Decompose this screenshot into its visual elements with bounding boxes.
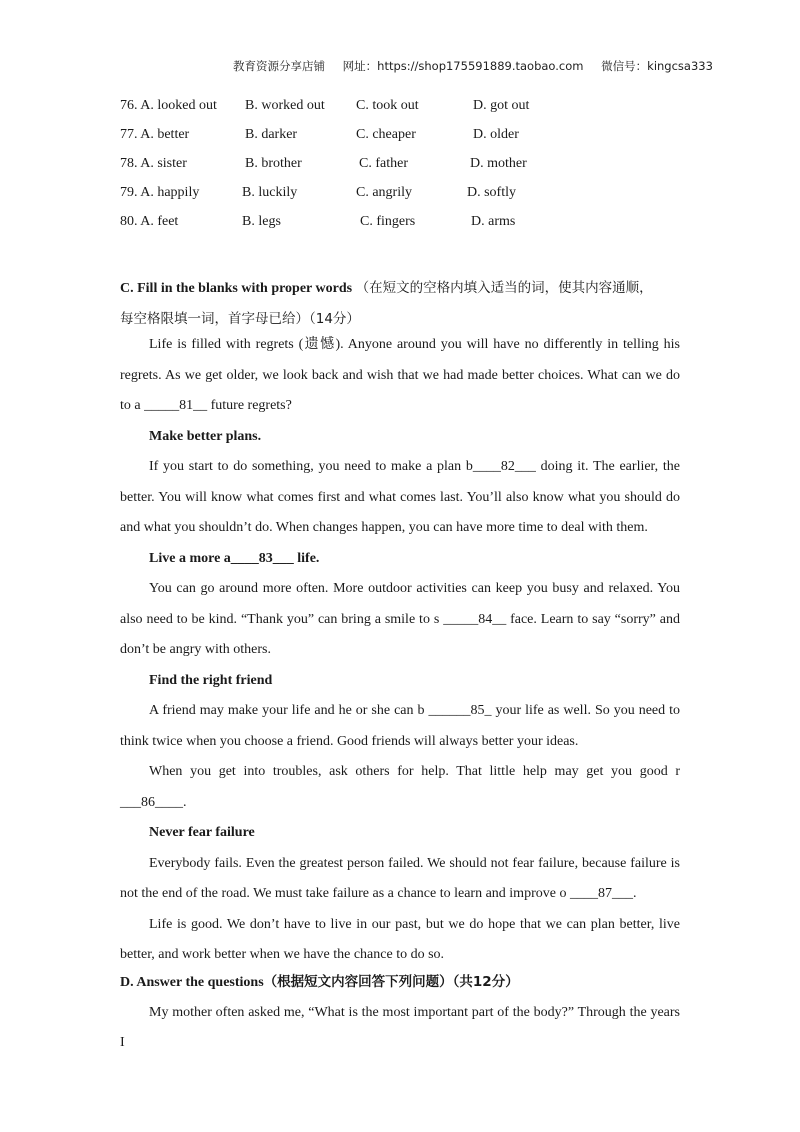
paragraph: You can go around more often. More outdoor activities can keep you busy and relaxed. You also need to be kind. “Thank you” can bring a smile to s _____84__ face. Learn to say “sorry” and don’t be angry with others. (120, 581, 680, 657)
option-row-77 (120, 127, 580, 156)
subheading: Never fear failure (149, 825, 255, 840)
paragraph: If you start to do something, you need to make a plan b____82___ doing it. The earlier, the better. You will know what comes first and what comes last. You’ll also know what you should do and what you shouldn’t do. When changes happen, you can have more time to deal with them. (120, 459, 680, 535)
section-c-instruction-2: 每空格限填一词，首字母已给）（14分） (120, 311, 360, 327)
paragraph: Life is filled with regrets (遗憾). Anyone around you will have no differently in telling his regrets. As we get older, we look back and wish that we had made better choices. What can we do to a _____81__ future regrets? (120, 337, 680, 413)
option-row-76 (120, 98, 580, 127)
subheading: Make better plans. (149, 428, 262, 444)
option-a: 80. A. feet (120, 214, 179, 229)
option-c: C. angrily (356, 185, 412, 200)
subheading: Find the right friend (149, 672, 273, 688)
option-c: C. father (359, 156, 408, 171)
section-d-heading (120, 967, 680, 998)
option-b: B. luckily (242, 185, 298, 200)
shop-name: 教育资源分享店铺 (233, 59, 325, 73)
subheading: Live a more a____83___ life. (149, 550, 320, 566)
section-c-instruction-1: （在短文的空格内填入适当的词，使其内容通顺， (355, 280, 653, 296)
cloze-passage (120, 330, 680, 971)
section-d (120, 967, 680, 1058)
answer-options (120, 98, 580, 243)
option-a: 78. A. sister (120, 156, 187, 171)
section-d-title: D. Answer the questions (120, 975, 264, 990)
paragraph: Life is good. We don’t have to live in our past, but we do hope that we can plan better, live better, and work better when we have the chance to do so. (120, 916, 680, 962)
option-c: C. cheaper (356, 127, 416, 142)
option-d: D. mother (470, 156, 527, 171)
option-d: D. softly (467, 185, 516, 200)
paragraph: When you get into troubles, ask others for help. That little help may get you good r ___86____. (120, 764, 680, 810)
option-b: B. darker (245, 127, 298, 142)
option-a: 76. A. looked out (120, 98, 217, 113)
wechat-id: 微信号：kingcsa333 (601, 59, 713, 73)
paragraph: Everybody fails. Even the greatest person failed. We should not fear failure, because failure is not the end of the road. We must take failure as a chance to learn and improve o ____87___. (120, 855, 680, 901)
option-d: D. older (473, 127, 519, 142)
option-row-79 (120, 185, 580, 214)
option-b: B. legs (242, 214, 281, 229)
section-c-title: C. Fill in the blanks with proper words (120, 281, 353, 296)
option-a: 77. A. better (120, 127, 190, 142)
option-b: B. brother (245, 156, 302, 171)
option-row-78 (120, 156, 580, 185)
option-d: D. got out (473, 98, 530, 113)
option-row-80 (120, 214, 580, 243)
paragraph: My mother often asked me, “What is the most important part of the body?” Through the years I (120, 1005, 680, 1050)
section-c-heading (120, 273, 680, 335)
option-c: C. took out (356, 98, 419, 113)
page-header (233, 58, 727, 74)
paragraph: A friend may make your life and he or she can b ______85_ your life as well. So you need to think twice when you choose a friend. Good friends will always better your ideas. (120, 703, 680, 749)
section-d-instruction: （根据短文内容回答下列问题）（共12分） (263, 974, 519, 990)
option-d: D. arms (471, 214, 516, 229)
option-b: B. worked out (245, 98, 325, 113)
shop-url: 网址：https://shop175591889.taobao.com (342, 59, 584, 73)
option-a: 79. A. happily (120, 185, 200, 200)
option-c: C. fingers (360, 214, 416, 229)
